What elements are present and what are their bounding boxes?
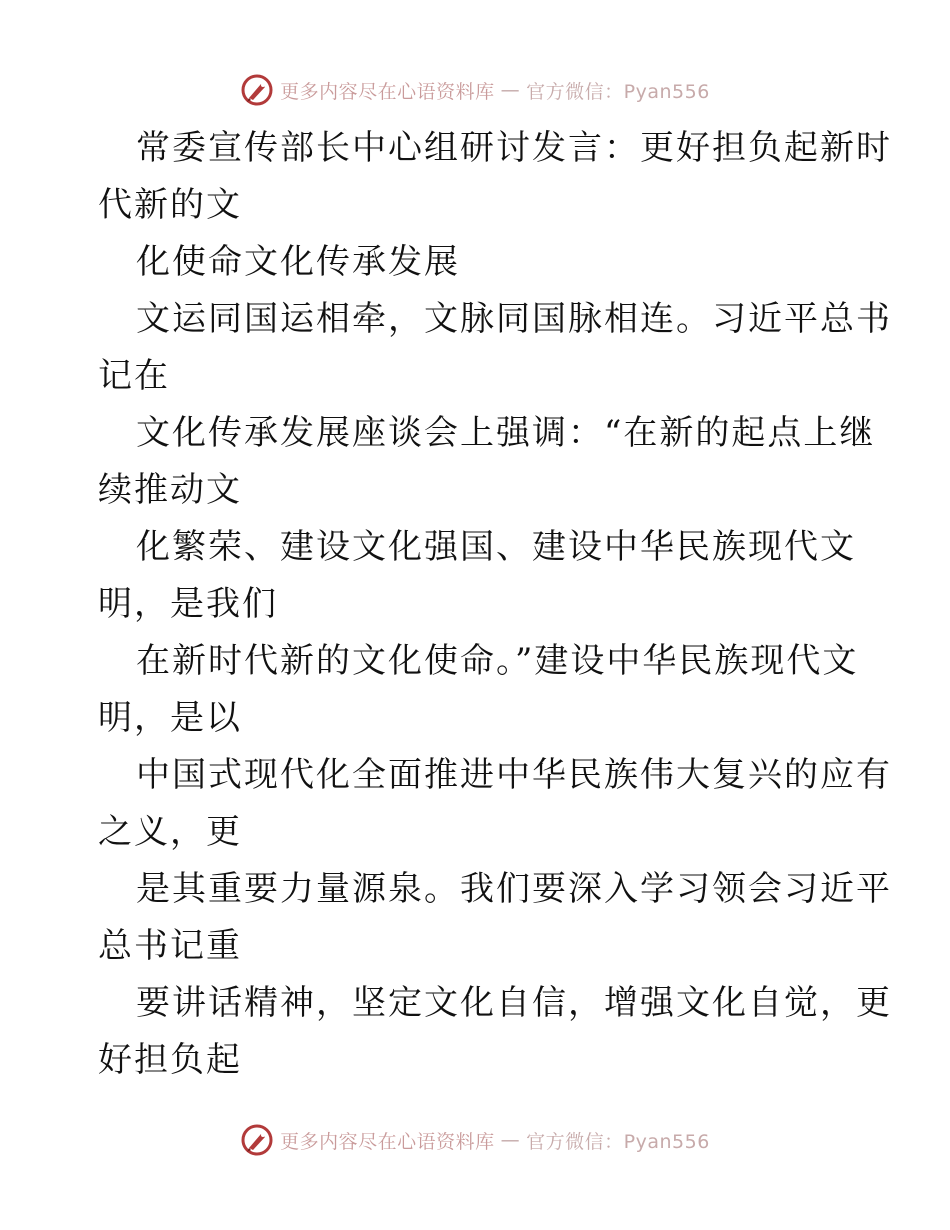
text-line: 要讲话精神，坚定文化自信，增强文化自觉，更	[136, 983, 892, 1023]
watermark-text: 更多内容尽在心语资料库	[280, 80, 495, 103]
watermark-account: 官方微信：Pyan556	[526, 80, 710, 103]
text-line: 化使命文化传承发展	[136, 242, 460, 282]
text-line: 代新的文	[98, 185, 242, 225]
text-line: 明，是以	[98, 698, 242, 738]
text-line: 在新时代新的文化使命。”建设中华民族现代文	[136, 641, 859, 681]
document-body	[98, 120, 892, 1089]
text-line: 记在	[98, 356, 170, 396]
pen-logo-icon	[240, 73, 274, 107]
footer-watermark	[0, 1120, 950, 1160]
header-watermark	[0, 70, 950, 110]
text-line: 明，是我们	[98, 584, 278, 624]
text-line: 化繁荣、建设文化强国、建设中华民族现代文	[136, 527, 856, 567]
watermark-separator: —	[500, 79, 521, 101]
text-line: 中国式现代化全面推进中华民族伟大复兴的应有	[136, 755, 892, 795]
text-line: 常委宣传部长中心组研讨发言：更好担负起新时	[136, 128, 892, 168]
pen-logo-icon	[240, 1123, 274, 1157]
text-line: 好担负起	[98, 1040, 242, 1080]
text-line: 总书记重	[98, 926, 242, 966]
text-line: 文化传承发展座谈会上强调：“在新的起点上继	[136, 413, 876, 453]
text-line: 是其重要力量源泉。我们要深入学习领会习近平	[136, 869, 892, 909]
text-line: 续推动文	[98, 470, 242, 510]
text-line: 文运同国运相牵，文脉同国脉相连。习近平总书	[136, 299, 892, 339]
text-line: 之义，更	[98, 812, 242, 852]
watermark-account: 官方微信：Pyan556	[526, 1130, 710, 1153]
watermark-text: 更多内容尽在心语资料库	[280, 1130, 495, 1153]
watermark-separator: —	[500, 1129, 521, 1151]
